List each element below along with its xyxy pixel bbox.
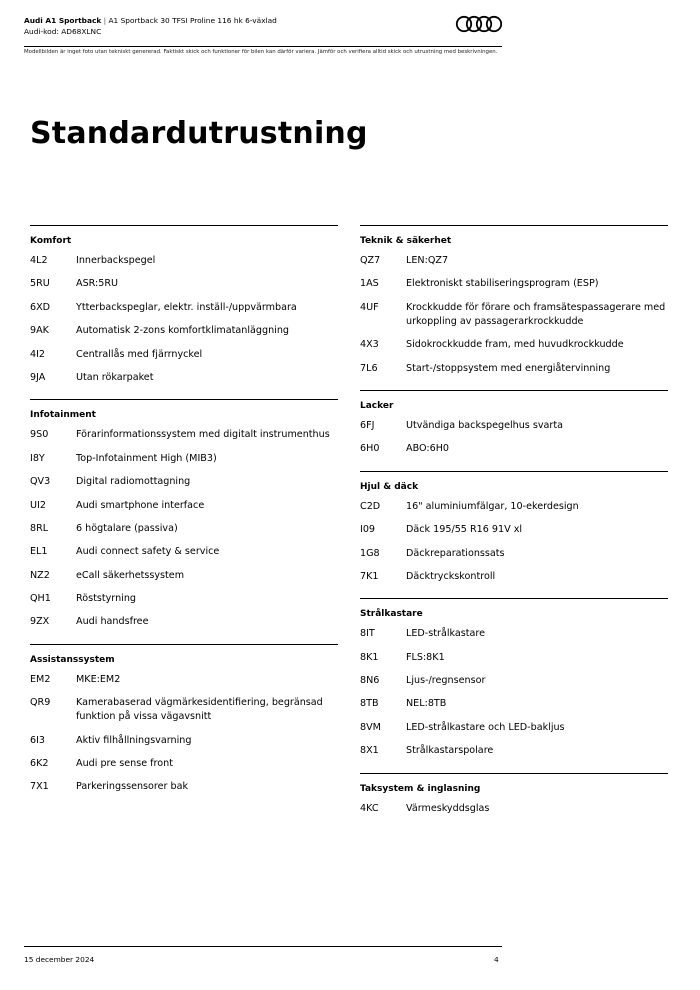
section-title: Hjul & däck — [360, 481, 419, 492]
equipment-description: Audi handsfree — [76, 616, 149, 628]
equipment-section — [30, 225, 338, 399]
equipment-description: Centrallås med fjärrnyckel — [76, 348, 203, 360]
equipment-description: LED-strålkastare — [406, 628, 486, 640]
equipment-code: C2D — [360, 500, 381, 512]
equipment-item — [360, 697, 668, 711]
equipment-code: 6K2 — [30, 758, 49, 770]
equipment-item — [30, 324, 338, 338]
equipment-item — [360, 301, 668, 329]
equipment-description: Däcktryckskontroll — [406, 570, 496, 582]
equipment-code: 9ZX — [30, 616, 50, 628]
equipment-description: MKE:EM2 — [76, 673, 121, 685]
section-title: Teknik & säkerhet — [360, 236, 452, 246]
equipment-description: Top-Infotainment High (MIB3) — [76, 452, 217, 464]
equipment-section — [30, 399, 338, 644]
equipment-code: UI2 — [30, 499, 46, 511]
equipment-description: Aktiv filhållningsvarning — [76, 734, 192, 746]
equipment-item — [30, 522, 338, 536]
equipment-description: FLS:8K1 — [406, 651, 445, 663]
equipment-description: Värmeskyddsglas — [406, 802, 490, 814]
equipment-code: 6I3 — [30, 734, 46, 746]
equipment-description: Utan rökarpaket — [76, 371, 154, 383]
equipment-item — [30, 696, 338, 724]
equipment-code: 4KC — [360, 802, 379, 814]
equipment-code: 9AK — [30, 325, 49, 337]
audi-code: Audi-kod: AD68XLNC — [24, 27, 102, 36]
equipment-section — [30, 644, 338, 809]
equipment-description: Audi smartphone interface — [76, 499, 205, 511]
equipment-item — [30, 673, 338, 687]
equipment-description: Kamerabaserad vägmärkesidentifiering, begränsad funktion på vissa vägavsnitt — [76, 697, 323, 723]
equipment-item — [30, 428, 338, 442]
right-column — [360, 225, 668, 830]
equipment-code: I09 — [360, 524, 376, 536]
model-line — [24, 15, 504, 26]
equipment-code: 8TB — [360, 698, 379, 710]
equipment-code: 6H0 — [360, 443, 380, 455]
equipment-item — [360, 802, 668, 816]
equipment-code: 4UF — [360, 301, 379, 313]
equipment-description: LEN:QZ7 — [406, 255, 449, 266]
equipment-description: Röststyrning — [76, 593, 136, 605]
equipment-item — [360, 744, 668, 758]
equipment-item — [30, 301, 338, 315]
equipment-code: QZ7 — [360, 255, 381, 266]
equipment-item — [360, 254, 668, 268]
equipment-description: NEL:8TB — [406, 698, 447, 710]
equipment-code: 9JA — [30, 371, 46, 383]
equipment-item — [360, 419, 668, 433]
equipment-code: 7K1 — [360, 570, 379, 582]
equipment-item — [360, 570, 668, 584]
equipment-code: 4X3 — [360, 339, 379, 351]
equipment-code: 6XD — [30, 301, 51, 313]
equipment-description: Audi connect safety & service — [76, 546, 220, 558]
equipment-item — [360, 547, 668, 561]
equipment-code: 6FJ — [360, 419, 375, 431]
equipment-item — [30, 475, 338, 489]
equipment-section — [360, 390, 668, 471]
equipment-item — [30, 545, 338, 559]
header-divider — [24, 46, 502, 47]
equipment-item — [30, 371, 338, 385]
equipment-description: Krockkudde för förare och framsätespassagerare med urkoppling av passagerarkrockkudde — [406, 301, 666, 327]
equipment-item — [360, 338, 668, 352]
equipment-item — [360, 277, 668, 291]
equipment-description: Däck 195/55 R16 91V xl — [406, 524, 523, 536]
equipment-item — [360, 442, 668, 456]
equipment-description: Automatisk 2-zons komfortklimatanläggning — [76, 325, 289, 337]
page-title: Standardutrustning — [30, 116, 368, 151]
equipment-description: Strålkastarspolare — [406, 745, 494, 757]
equipment-description: Elektroniskt stabiliseringsprogram (ESP) — [406, 278, 599, 290]
equipment-code: 8IT — [360, 628, 375, 640]
equipment-code: 9S0 — [30, 429, 49, 441]
equipment-description: Utvändiga backspegelhus svarta — [406, 419, 563, 431]
equipment-item — [30, 348, 338, 362]
equipment-description: Ytterbackspeglar, elektr. inställ-/uppvärmbara — [76, 301, 297, 313]
equipment-item — [360, 500, 668, 514]
equipment-description: Parkeringssensorer bak — [76, 781, 189, 793]
equipment-description: eCall säkerhetssystem — [76, 569, 185, 581]
equipment-item — [30, 569, 338, 583]
equipment-code: 5RU — [30, 278, 50, 290]
equipment-item — [30, 254, 338, 268]
equipment-description: Förarinformationssystem med digitalt instrumenthus — [76, 429, 330, 441]
equipment-item — [360, 362, 668, 376]
equipment-description: Audi pre sense front — [76, 758, 173, 770]
equipment-description: Start-/stoppsystem med energiåtervinning — [406, 362, 611, 374]
equipment-code: 4L2 — [30, 255, 48, 266]
equipment-description: 16" aluminiumfälgar, 10-ekerdesign — [406, 500, 579, 512]
footer-divider — [24, 946, 502, 947]
equipment-code: 8RL — [30, 522, 49, 534]
equipment-section — [360, 598, 668, 772]
equipment-code: 8N6 — [360, 675, 380, 687]
equipment-code: EL1 — [30, 546, 48, 558]
left-column — [30, 225, 338, 809]
model-variant: A1 Sportback 30 TFSI Proline 116 hk 6-växlad — [108, 16, 277, 25]
equipment-code: 7X1 — [30, 781, 49, 793]
equipment-code: 8VM — [360, 721, 381, 733]
equipment-item — [30, 592, 338, 606]
equipment-item — [30, 499, 338, 513]
equipment-item — [30, 734, 338, 748]
equipment-section — [360, 773, 668, 830]
equipment-description: Ljus-/regnsensor — [406, 675, 486, 687]
equipment-description: Däckreparationssats — [406, 547, 505, 559]
audi-rings-logo — [455, 15, 503, 33]
section-title: Komfort — [30, 236, 72, 246]
equipment-code: QV3 — [30, 476, 51, 488]
section-title: Assistanssystem — [30, 654, 115, 665]
equipment-code: 4I2 — [30, 348, 46, 360]
equipment-description: Digital radiomottagning — [76, 476, 191, 488]
equipment-code: EM2 — [30, 673, 51, 685]
equipment-code: 8K1 — [360, 651, 379, 663]
document-header — [24, 15, 504, 37]
equipment-item — [30, 277, 338, 291]
section-title: Strålkastare — [360, 609, 423, 620]
equipment-code: 1AS — [360, 278, 379, 290]
equipment-code: 1G8 — [360, 547, 380, 559]
equipment-item — [360, 721, 668, 735]
equipment-section — [360, 471, 668, 599]
equipment-item — [30, 452, 338, 466]
equipment-code: 7L6 — [360, 362, 378, 374]
equipment-code: QH1 — [30, 593, 51, 605]
equipment-description: ASR:5RU — [76, 278, 119, 290]
equipment-item — [30, 615, 338, 629]
equipment-description: Innerbackspegel — [76, 255, 156, 266]
equipment-item — [360, 651, 668, 665]
equipment-description: ABO:6H0 — [406, 443, 450, 455]
equipment-item — [360, 627, 668, 641]
equipment-section — [360, 225, 668, 390]
disclaimer-text: Modellbilden är inget foto utan tekniskt genererad. Faktiskt skick och funktioner för bilen kan därför variera. Jämför och verifiera alltid skick och utrustning med beskrivningen. — [24, 49, 498, 55]
equipment-item — [360, 674, 668, 688]
equipment-description: Sidokrockkudde fram, med huvudkrockkudde — [406, 339, 624, 351]
page-number: 4 — [494, 955, 499, 964]
section-title: Taksystem & inglasning — [360, 783, 481, 794]
equipment-description: 6 högtalare (passiva) — [76, 522, 178, 534]
equipment-item — [360, 523, 668, 537]
equipment-code: NZ2 — [30, 569, 50, 581]
header-separator: | — [103, 16, 107, 25]
equipment-code: 8X1 — [360, 745, 379, 757]
section-title: Lacker — [360, 400, 394, 411]
equipment-code: I8Y — [30, 452, 45, 464]
equipment-item — [30, 780, 338, 794]
equipment-code: QR9 — [30, 697, 51, 709]
equipment-item — [30, 757, 338, 771]
footer-date: 15 december 2024 — [24, 955, 95, 964]
model-name: Audi A1 Sportback — [24, 16, 102, 25]
section-title: Infotainment — [30, 410, 96, 421]
equipment-description: LED-strålkastare och LED-bakljus — [406, 721, 565, 733]
